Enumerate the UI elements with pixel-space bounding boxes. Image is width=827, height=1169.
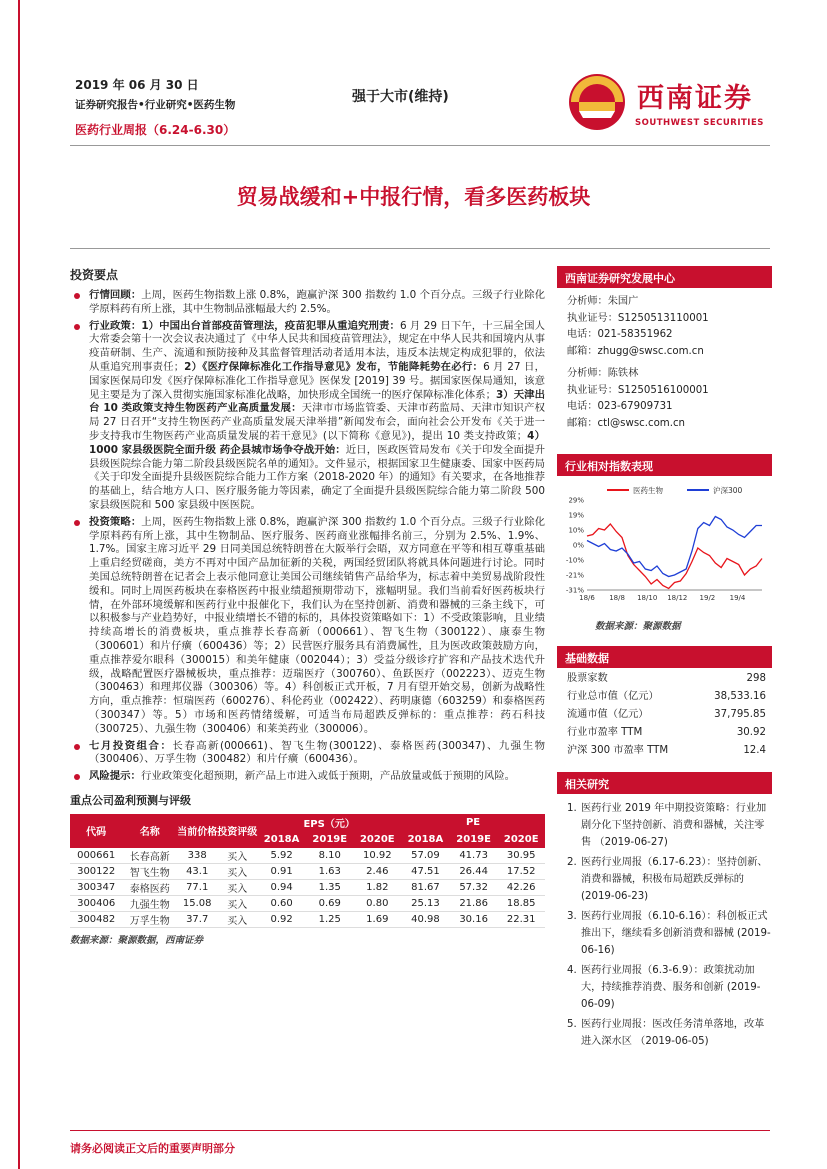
- report-title: 贸易战缓和+中报行情，看多医药板块: [236, 185, 591, 209]
- research-center-heading: 西南证券研究发展中心: [557, 266, 772, 288]
- x-tick-label: 18/6: [579, 594, 595, 602]
- table-row: [70, 848, 545, 864]
- col-price: 当前价格: [177, 814, 217, 848]
- col-pe: PE: [401, 814, 545, 831]
- logo-text-en: SOUTHWEST SECURITIES: [635, 118, 764, 128]
- table-cell: 15.08: [177, 896, 217, 912]
- basic-data-label: 流通市值（亿元）: [567, 709, 649, 720]
- table-cell: 22.31: [497, 912, 545, 928]
- related-report-item[interactable]: [557, 908, 772, 959]
- col-year: 2018A: [401, 831, 450, 848]
- policy-1-text: 6 月 29 日下午，十三届全国人大常委会第十一次会议表决通过了《中华人民共和国疫苗管理法》，规定在中华人民共和国境内从事疫苗研制、生产、流通和预防接种及其监督管理活动者适用本法，违反本法规定构成犯罪的，依法从重追究刑事责任；: [89, 319, 545, 373]
- related-report-number: 5.: [567, 1019, 577, 1030]
- table-cell: 0.80: [354, 896, 402, 912]
- x-tick-label: 18/10: [637, 594, 658, 602]
- analyst-2-cert: 执业证号：S1250516100001: [567, 384, 709, 396]
- table-cell: 1.63: [306, 864, 354, 880]
- footer-divider: [70, 1130, 770, 1131]
- portfolio-bullet: [70, 740, 545, 768]
- table-cell: 300122: [70, 864, 122, 880]
- bullet-text: 长春高新(000661)、智飞生物(300122)、泰格医药(300347)、九强生物（300406）、万孚生物（300482）和片仔癀（600436）。: [89, 739, 545, 766]
- related-report-title: 医药行业周报（6.3-6.9）：政策扰动加大，持续推荐消费、服务和创新 (2019-06-09): [581, 965, 761, 1010]
- col-rating: 投资评级: [217, 814, 257, 848]
- table-cell: 0.60: [257, 896, 306, 912]
- table-cell: 10.92: [354, 848, 402, 864]
- policy-4-text: 近日，医政医管局发布《关于印发全面提升县级医院综合能力第二阶段县级医院名单的通知》。文件显示，根据国家卫生健康委、国家中医药局《关于印发全面提升县级医院综合能力工作方案（2018-2020 年）的通知》有关要求，在各地推荐的基础上，结合地方人口、医疗服务能力等因素，确定了全面提升县级医院综合能力第二阶段 500 家县级医院和 500 家县级中医医院。: [89, 443, 546, 511]
- table-cell: 57.09: [401, 848, 450, 864]
- table-cell: 30.95: [497, 848, 545, 864]
- table-cell: 5.92: [257, 848, 306, 864]
- x-tick-label: 19/4: [729, 594, 746, 602]
- col-code: 代码: [70, 814, 122, 848]
- analyst-2-name: 分析师：陈铁林: [567, 368, 639, 379]
- table-cell: 17.52: [497, 864, 545, 880]
- bullet-text: 上周，医药生物指数上涨 0.8%，跑赢沪深 300 指数约 1.0 个百分点。三级子行业除化学原料药有所上涨，其中生物制品、医疗服务、医药商业涨幅排名前三，分别为 2.5%、1.9%、1.7%。国家主席习近平 29 日同美国总统特朗普在大阪举行会晤，双方同意在平等和相互尊重基础上重启经贸磋商，美方不再对中国产品加征新的关税，两国经贸团队将就具体问题进行讨论。同时美国总统特朗普在记者会上表示他同意让美国公司继续销售产品给华为，标志着中美贸易战阶段性缓和。同时上周医药板块在泰格医药中报业绩超预期带动下，涨幅明显。我们当前看好医药板块行情，在外部环境缓解和医药行业中报催化下，我们认为在坚持创新、消费和器械的三条主线下，可以积极参与产业趋势好，中报业绩增长不错的标的，具体投资策略如下：1）不受政策影响，且业绩持续高增长的消费板块，重点推荐长春高新（000661）、智飞生物（300122）、康泰生物（300601）和片仔癀（600436）等；2）民营医疗服务具有消费属性，且为医改政策鼓励方向，重点推荐爱尔眼科（300015）和美年健康（002044）；3）受益分级诊疗扩容和产品技术迭代升级，战略配置医疗器械板块，重点推荐：迈瑞医疗（300760）、鱼跃医疗（002223）、迈克生物（300463）和理邦仪器（300306）等。4）科创板正式开板，7 月有望开始交易，创新为战略性方向，重点推荐：恒瑞医药（600276）、科伦药业（002422）、药明康德（603259）和泰格医药（300347）等。5）市场和医药情绪缓解，可适当布局超跌反弹标的：重点推荐：药石科技（300725）、九强生物（300406）和莱美药业（300006）。: [89, 515, 545, 735]
- key-table-title: 重点公司盈利预测与评级: [70, 793, 191, 807]
- bullet-label: 行业政策：: [89, 319, 142, 332]
- related-report-number: 4.: [567, 965, 577, 976]
- legend-label: 沪深300: [713, 486, 743, 495]
- table-cell: 41.73: [450, 848, 498, 864]
- basic-data-row: [557, 670, 772, 688]
- related-report-number: 1.: [567, 803, 577, 814]
- analyst-1-cert: 执业证号：S1250513110001: [567, 312, 709, 324]
- table-cell: 43.1: [177, 864, 217, 880]
- table-cell: 30.16: [450, 912, 498, 928]
- policy-1-title: 1）中国出台首部疫苗管理法，疫苗犯罪从重追究刑责：: [141, 319, 400, 332]
- policy-3-title: 3）天津出台 10 类政策支持生物医药产业高质量发展：: [89, 388, 545, 415]
- related-report-title: 医药行业 2019 年中期投资策略：行业加剧分化下坚持创新、消费和器械，关注零售 （2019-06-27): [581, 803, 767, 848]
- related-report-title: 医药行业周报（6.17-6.23）：坚持创新、消费和器械，积极布局超跌反弹标的 (2019-06-23): [581, 857, 768, 902]
- risk-bullet: [70, 770, 545, 784]
- related-report-item[interactable]: [557, 1016, 772, 1050]
- left-accent-line: [18, 0, 20, 1169]
- table-cell: 智飞生物: [122, 864, 177, 880]
- basic-data-row: [557, 706, 772, 724]
- analyst-2-phone: 电话：023-67909731: [567, 401, 673, 412]
- legend-label: 医药生物: [633, 486, 663, 495]
- table-cell: 300347: [70, 880, 122, 896]
- basic-data-value: 38,533.16: [714, 691, 766, 702]
- related-report-item[interactable]: [557, 854, 772, 905]
- relative-index-chart: [557, 482, 772, 610]
- logo-emblem-icon: [565, 72, 631, 134]
- col-eps: EPS（元）: [257, 814, 401, 831]
- analyst-2-email[interactable]: 邮箱：ctl@swsc.com.cn: [567, 417, 686, 429]
- market-review-bullet: [70, 289, 545, 317]
- table-cell: 0.92: [257, 912, 306, 928]
- policy-2-text: 6 月 27 日，国家医保局印发《医疗保障标准化工作指导意见》医保发 [2019] 39 号。据国家医保局通知，该意见主要是为了深入贯彻实施国家标准化战略，加快形成全国统一的医疗保障标准化体系；: [89, 360, 545, 401]
- bullet-label: 七月投资组合：: [89, 739, 173, 752]
- table-cell: 2.46: [354, 864, 402, 880]
- analyst-1-name: 分析师：朱国广: [567, 296, 639, 307]
- table-cell: 37.7: [177, 912, 217, 928]
- table-cell: 0.94: [257, 880, 306, 896]
- right-sidebar: [557, 266, 772, 1053]
- x-tick-label: 18/12: [667, 594, 688, 602]
- table-cell: 338: [177, 848, 217, 864]
- related-research-list: [557, 800, 772, 1050]
- table-cell: 1.82: [354, 880, 402, 896]
- table-row: [70, 880, 545, 896]
- table-cell: 000661: [70, 848, 122, 864]
- southwest-securities-logo: [565, 72, 770, 134]
- policy-3-text: 天津市市场监管委、天津市药监局、天津市知识产权局 27 日召开“支持生物医药产业高质量发展天津举措”新闻发布会，面向社会公开发布《关于进一步支持我市生物医药产业高质量发展的若干意见》(以下简称《意见》)，提出 10 类支持政策；: [89, 402, 545, 442]
- table-cell: 77.1: [177, 880, 217, 896]
- basic-data-value: 298: [746, 673, 766, 684]
- industry-rating: 强于大市(维持): [352, 89, 449, 105]
- table-cell: 泰格医药: [122, 880, 177, 896]
- report-series: 医药行业周报（6.24-6.30）: [75, 123, 236, 137]
- col-year: 2019E: [306, 831, 354, 848]
- series-line: [587, 524, 762, 589]
- table-cell: 万孚生物: [122, 912, 177, 928]
- strategy-bullet: [70, 516, 545, 737]
- col-year: 2019E: [450, 831, 498, 848]
- table-cell: 300482: [70, 912, 122, 928]
- table-row: [70, 864, 545, 880]
- table-cell: 8.10: [306, 848, 354, 864]
- table-cell: 47.51: [401, 864, 450, 880]
- table-cell: 买入: [217, 896, 257, 912]
- basic-data-value: 12.4: [743, 745, 766, 756]
- table-cell: 21.86: [450, 896, 498, 912]
- left-column: [70, 266, 545, 946]
- table-cell: 0.69: [306, 896, 354, 912]
- index-chart-heading: 行业相对指数表现: [557, 454, 772, 476]
- basic-data-label: 行业总市值（亿元）: [567, 691, 659, 702]
- related-report-number: 2.: [567, 857, 577, 868]
- col-year: 2020E: [354, 831, 402, 848]
- related-report-number: 3.: [567, 911, 577, 922]
- bullet-label: 行情回顾：: [89, 289, 142, 301]
- related-report-item[interactable]: [557, 800, 772, 851]
- key-table-source: 数据来源：聚源数据，西南证券: [70, 935, 204, 947]
- basic-data-row: [557, 724, 772, 742]
- table-row: [70, 912, 545, 928]
- y-tick-label: 29%: [568, 496, 584, 505]
- title-divider: [70, 248, 770, 249]
- basic-data-label: 沪深 300 市盈率 TTM: [567, 745, 669, 756]
- table-cell: 1.35: [306, 880, 354, 896]
- logo-text-cn: 西南证券: [637, 83, 753, 114]
- y-tick-label: 10%: [568, 526, 584, 535]
- chart-source: 数据来源：聚源数据: [595, 621, 681, 632]
- table-cell: 买入: [217, 848, 257, 864]
- basic-data-row: [557, 688, 772, 706]
- table-cell: 九强生物: [122, 896, 177, 912]
- y-tick-label: -10%: [565, 556, 584, 565]
- report-category: 证券研究报告•行业研究•医药生物: [75, 99, 236, 111]
- table-row: [70, 896, 545, 912]
- header-divider: [70, 145, 770, 146]
- analyst-1-phone: 电话：021-58351962: [567, 329, 673, 340]
- series-line: [587, 517, 762, 577]
- x-tick-label: 19/2: [699, 594, 716, 602]
- bullet-label: 投资策略：: [89, 515, 142, 528]
- col-year: 2020E: [497, 831, 545, 848]
- industry-policy-bullet: [70, 320, 545, 513]
- y-tick-label: -31%: [565, 586, 584, 595]
- table-cell: 0.91: [257, 864, 306, 880]
- bullet-label: 风险提示：: [89, 770, 141, 783]
- key-companies-table: [70, 814, 545, 929]
- table-cell: 1.69: [354, 912, 402, 928]
- basic-data-row: [557, 742, 772, 760]
- related-report-title: 医药行业周报（6.10-6.16）：科创板正式推出下，继续看多创新消费和器械 (2019-06-16): [581, 911, 771, 956]
- bullet-text: 上周，医药生物指数上涨 0.8%，跑赢沪深 300 指数约 1.0 个百分点。三级子行业除化学原料药有所上涨，其中生物制品涨幅最大约 2.5%。: [89, 289, 545, 315]
- analyst-1-email[interactable]: 邮箱：zhugg@swsc.com.cn: [567, 345, 704, 357]
- y-tick-label: 19%: [568, 511, 584, 520]
- table-cell: 1.25: [306, 912, 354, 928]
- table-cell: 40.98: [401, 912, 450, 928]
- table-cell: 57.32: [450, 880, 498, 896]
- basic-data-value: 37,795.85: [714, 709, 766, 720]
- table-cell: 买入: [217, 880, 257, 896]
- x-tick-label: 18/8: [609, 594, 625, 602]
- table-cell: 买入: [217, 864, 257, 880]
- table-cell: 买入: [217, 912, 257, 928]
- basic-data-label: 行业市盈率 TTM: [567, 727, 643, 738]
- table-cell: 42.26: [497, 880, 545, 896]
- index-chart: [557, 482, 772, 614]
- disclaimer-notice: 请务必阅读正文后的重要声明部分: [70, 1142, 235, 1155]
- related-research-heading: 相关研究: [557, 772, 772, 794]
- report-date: 2019 年 06 月 30 日: [75, 78, 199, 92]
- related-report-title: 医药行业周报：医改任务清单落地，改革进入深水区 （2019-06-05): [581, 1019, 765, 1047]
- y-tick-label: 0%: [572, 541, 584, 550]
- summary-heading: 投资要点: [70, 268, 119, 282]
- table-cell: 18.85: [497, 896, 545, 912]
- policy-4-title: 4）1000 家县级医院全面升级 药企县城市场争夺战开始：: [89, 429, 546, 456]
- basic-data-table: [557, 670, 772, 760]
- basic-data-label: 股票家数: [567, 673, 608, 684]
- table-cell: 81.67: [401, 880, 450, 896]
- col-name: 名称: [122, 814, 177, 848]
- analyst-info: [557, 294, 772, 432]
- y-tick-label: -21%: [565, 571, 584, 580]
- bullet-text: 行业政策变化超预期，新产品上市进入或低于预期，产品放量或低于预期的风险。: [140, 770, 516, 783]
- table-cell: 300406: [70, 896, 122, 912]
- basic-data-heading: 基础数据: [557, 646, 772, 668]
- related-report-item[interactable]: [557, 962, 772, 1013]
- basic-data-value: 30.92: [736, 727, 766, 738]
- table-cell: 25.13: [401, 896, 450, 912]
- table-cell: 26.44: [450, 864, 498, 880]
- policy-2-title: 2）《医疗保障标准化工作指导意见》发布，节能降耗势在必行：: [184, 360, 484, 373]
- col-year: 2018A: [257, 831, 306, 848]
- table-cell: 长春高新: [122, 848, 177, 864]
